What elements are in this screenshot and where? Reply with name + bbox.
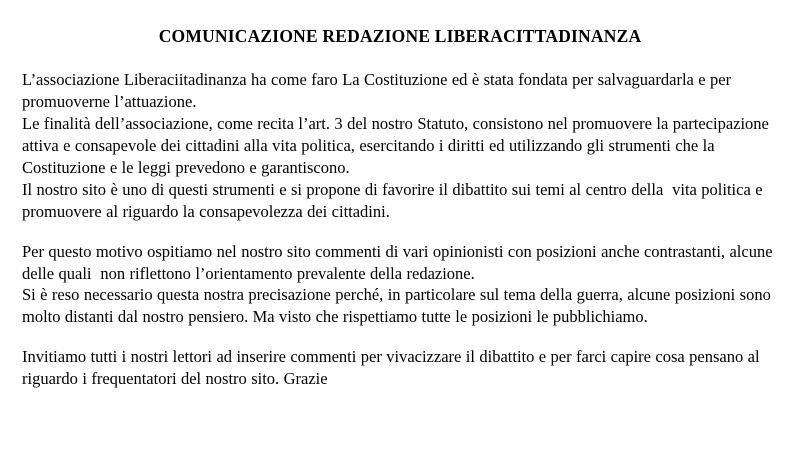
- paragraph-spacer: [22, 328, 778, 346]
- paragraph: Le finalità dell’associazione, come recita l’art. 3 del nostro Statuto, consistono nel promuovere la partecipazione attiva e consapevole dei cittadini alla vita politica, esercitando i diritti ed utilizzando gli strumenti che la Costituzione e le leggi prevedono e garantiscono.: [22, 113, 774, 177]
- paragraph: Il nostro sito è uno di questi strumenti e si propone di favorire il dibattito sui temi al centro della vita politica e promuovere al riguardo la consapevolezza dei cittadini.: [22, 179, 767, 221]
- paragraph: Si è reso necessario questa nostra precisazione perché, in particolare sul tema della guerra, alcune posizioni sono molto distanti dal nostro pensiero. Ma visto che rispettiamo tutte le posizioni le pubblichiamo.: [22, 285, 780, 327]
- paragraph-block-closing: [22, 346, 778, 390]
- paragraph: Per questo motivo ospitiamo nel nostro sito commenti di vari opinionisti con posizioni anche contrastanti, alcune delle quali non riflettono l’orientamento prevalente della redazione.: [22, 241, 777, 283]
- paragraph-block-middle: [22, 241, 778, 329]
- paragraph-spacer: [22, 223, 778, 241]
- paragraph: L’associazione Liberaciitadinanza ha come faro La Costituzione ed è stata fondata per salvaguardarla e per promuoverne l’attuazione.: [22, 70, 736, 111]
- paragraph: Invitiamo tutti i nostri lettori ad inserire commenti per vivacizzare il dibattito e per farci capire cosa pensano al riguardo i frequentatori del nostro sito. Grazie: [22, 347, 764, 389]
- paragraph-block-intro: [22, 69, 778, 223]
- page-title: COMUNICAZIONE REDAZIONE LIBERACITTADINANZA: [158, 26, 642, 46]
